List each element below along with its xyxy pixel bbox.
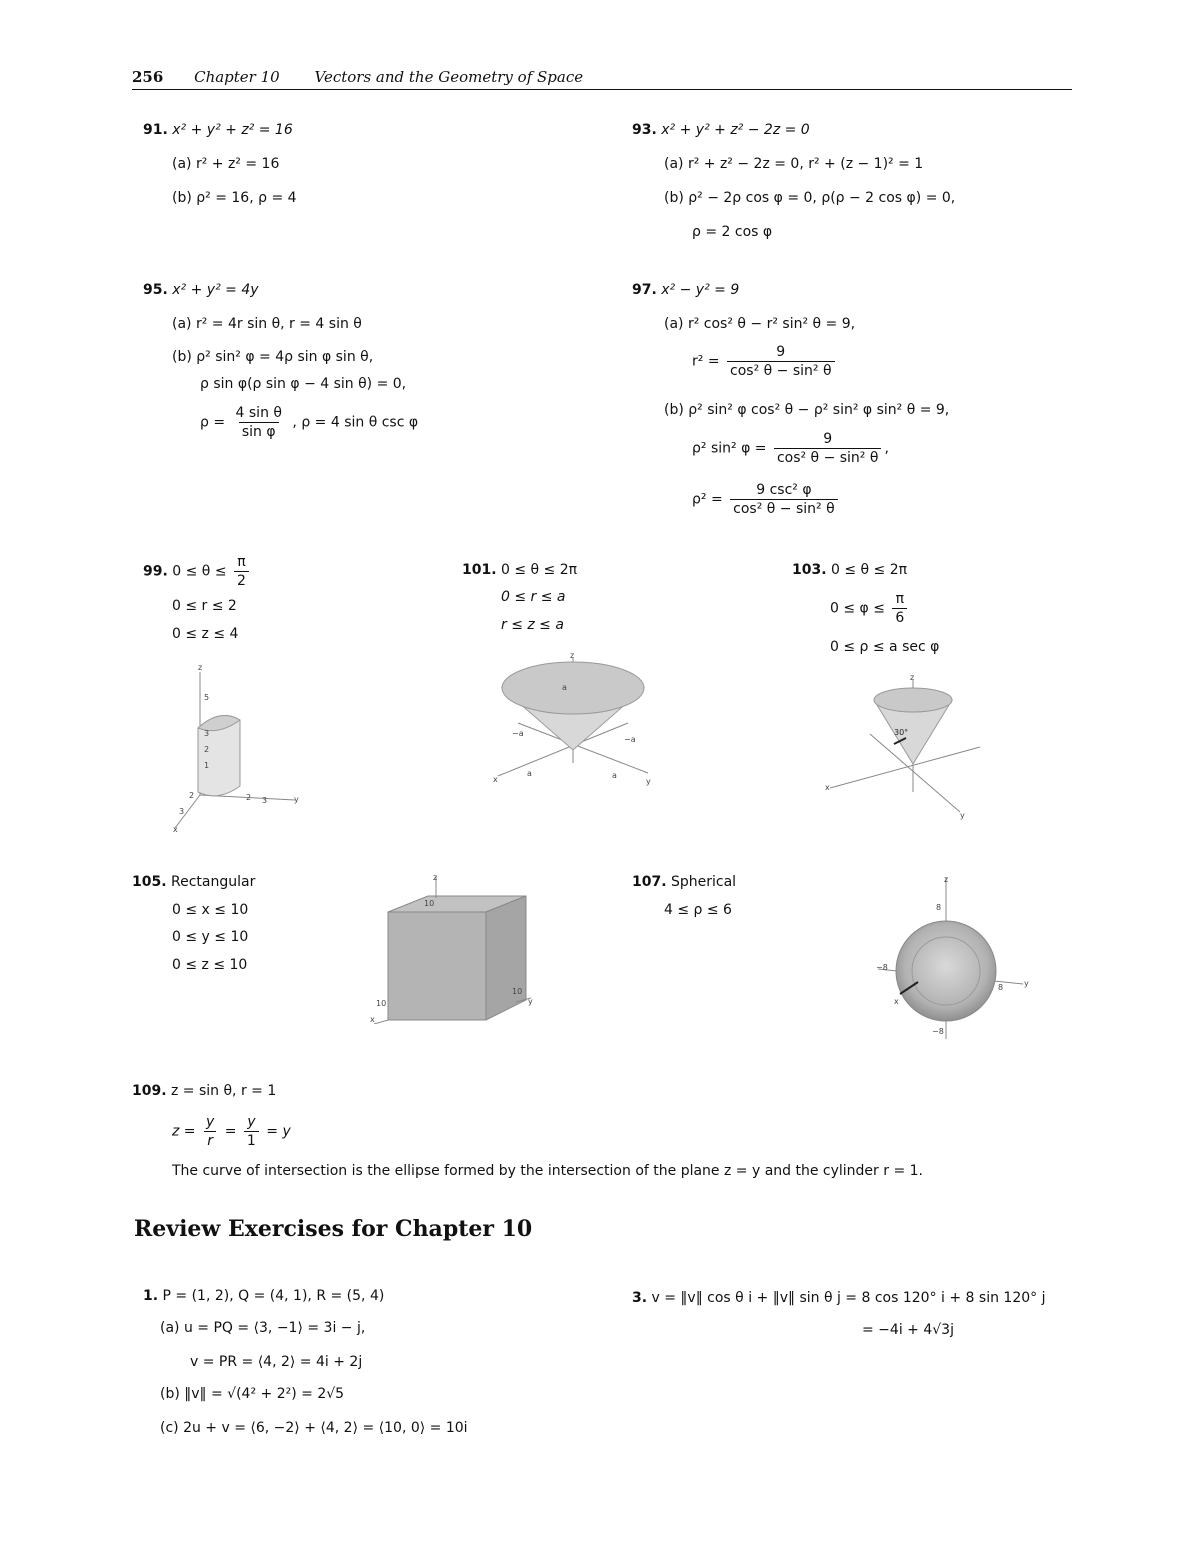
exercise-99 [143, 553, 252, 590]
answer-101-l2: 0 ≤ r ≤ a [501, 589, 566, 605]
fraction [774, 430, 882, 467]
lhs: 0 ≤ θ ≤ [172, 563, 227, 580]
lhs: ρ = [200, 414, 226, 431]
exercise-number: 99. [143, 563, 168, 580]
exercise-number: 93. [632, 122, 657, 138]
tick-10-y: 10 [512, 987, 523, 996]
axis-label-y: y [960, 811, 965, 820]
lhs: 0 ≤ φ ≤ [830, 600, 885, 617]
answer-91b: (b) ρ² = 16, ρ = 4 [172, 190, 297, 206]
tick-1: 1 [204, 761, 210, 770]
denominator: cos² θ − sin² θ [727, 361, 835, 380]
numerator: π [895, 591, 905, 607]
answer-95b-result [200, 404, 418, 441]
answer-99-l3: 0 ≤ z ≤ 4 [172, 626, 239, 642]
x-axis [830, 747, 980, 788]
answer-105-l3: 0 ≤ z ≤ 10 [172, 957, 248, 973]
denominator: 1 [244, 1131, 259, 1150]
review-1a: (a) u = PQ = ⟨3, −1⟩ = 3i − j, [160, 1320, 366, 1336]
answer-91a: (a) r² + z² = 16 [172, 156, 280, 172]
lhs: z = [172, 1123, 196, 1140]
exercise-number: 97. [632, 282, 657, 298]
exercise-103 [792, 562, 907, 578]
fraction-1 [203, 1113, 217, 1150]
numerator: 9 [776, 344, 786, 360]
answer-105-l2: 0 ≤ y ≤ 10 [172, 929, 249, 945]
numerator: y [247, 1114, 256, 1130]
answer-97b: (b) ρ² sin² φ cos² θ − ρ² sin² φ sin² θ = 9, [664, 402, 950, 418]
review-3-cont: = −4i + 4√3j [862, 1322, 954, 1338]
tick-3: 3 [204, 729, 210, 738]
answer-93a: (a) r² + z² − 2z = 0, r² + (z − 1)² = 1 [664, 156, 924, 172]
exercise-number: 91. [143, 122, 168, 138]
answer-105-l1: 0 ≤ x ≤ 10 [172, 902, 249, 918]
exercise-109 [132, 1083, 276, 1099]
fraction [727, 343, 835, 380]
outer-sphere [896, 921, 996, 1021]
exercise-97 [632, 282, 739, 298]
exercise-number: 105. [132, 874, 167, 890]
answer-95b: (b) ρ² sin² φ = 4ρ sin φ sin θ, [172, 349, 374, 365]
chapter-label: Chapter 10 [194, 68, 280, 86]
tick-8-z: 8 [936, 903, 942, 912]
tick-minus-a-left: −a [512, 729, 524, 738]
numerator: π [237, 554, 246, 570]
tick-x2: 2 [189, 791, 195, 800]
exercise-107 [632, 874, 736, 890]
numerator: y [205, 1114, 215, 1130]
x-axis [374, 1020, 388, 1024]
tick-10-x: 10 [376, 999, 387, 1008]
answer-109-l2: z = $\frac{y}{r}$ = $\frac{y}{1}$ = y [172, 1114, 291, 1149]
numerator: 9 csc² φ [756, 482, 812, 498]
answer-95b-cont: ρ sin φ(ρ sin φ − 4 sin θ) = 0, [200, 376, 407, 392]
axis-label-x: x [825, 783, 830, 792]
fraction [234, 553, 249, 590]
exercise-number: 95. [143, 282, 168, 298]
denominator: 2 [234, 571, 249, 590]
fraction [233, 404, 285, 441]
exercise-91 [143, 122, 293, 138]
exercise-number: 1. [143, 1288, 159, 1304]
denominator: sin φ [239, 422, 279, 441]
tick-x3: 3 [179, 807, 185, 816]
tick-a-y: a [612, 771, 617, 780]
equation: x² − y² = 9 [661, 282, 740, 298]
section-heading: Review Exercises for Chapter 10 [134, 1216, 533, 1242]
review-exercise-3 [632, 1290, 1045, 1306]
review-1a-cont: v = PR = ⟨4, 2⟩ = 4i + 2j [190, 1354, 363, 1370]
page-number: 256 [132, 68, 164, 86]
fraction-2 [244, 1113, 259, 1150]
exercise-95 [143, 282, 259, 298]
lhs: ρ² sin² φ = [692, 440, 767, 457]
axis-label-y: y [528, 997, 533, 1006]
figure-105-cube [366, 872, 536, 1024]
l1: P = (1, 2), Q = (4, 1), R = (5, 4) [162, 1288, 385, 1304]
exercise-number: 103. [792, 562, 827, 578]
axis-label-x: x [894, 997, 899, 1006]
tick-minus-a-right: −a [624, 735, 636, 744]
review-1b: (b) ‖v‖ = √(4² + 2²) = 2√5 [160, 1386, 345, 1402]
numerator: 4 sin θ [235, 405, 282, 421]
axis-label-x: x [370, 1015, 375, 1024]
figure-103-cone [820, 672, 990, 822]
tick-2: 2 [204, 745, 210, 754]
answer-97a: (a) r² cos² θ − r² sin² θ = 9, [664, 316, 856, 332]
chapter-title: Vectors and the Geometry of Space [314, 68, 584, 86]
axis-label-z: z [433, 873, 438, 882]
tick-a-x: a [527, 769, 532, 778]
answer-107-l1: 4 ≤ ρ ≤ 6 [664, 902, 732, 918]
cone-top [502, 662, 644, 714]
review-exercise-1 [143, 1288, 384, 1304]
answer-93b: (b) ρ² − 2ρ cos φ = 0, ρ(ρ − 2 cos φ) = 0, [664, 190, 956, 206]
running-header [132, 68, 583, 86]
tick-8-y: 8 [998, 983, 1004, 992]
exercise-number: 101. [462, 562, 497, 578]
fraction [730, 481, 838, 518]
equation: x² + y² + z² − 2z = 0 [661, 122, 810, 138]
tick-y2: 2 [246, 793, 252, 802]
fraction [892, 590, 907, 627]
l1: z = sin θ, r = 1 [171, 1083, 277, 1099]
axis-label-z: z [570, 651, 575, 660]
denominator: cos² θ − sin² θ [730, 499, 838, 518]
answer-97b-result [692, 481, 841, 518]
denominator: 6 [892, 608, 907, 627]
axis-label-y: y [1024, 979, 1029, 988]
answer-97b-step [692, 430, 889, 467]
lhs: r² = [692, 353, 720, 370]
header-rule [132, 89, 1072, 90]
answer-99-l2: 0 ≤ r ≤ 2 [172, 598, 237, 614]
tick-y3: 3 [262, 796, 268, 805]
exercise-number: 109. [132, 1083, 167, 1099]
tick-a: a [562, 683, 567, 692]
axis-label-z: z [198, 663, 203, 672]
figure-99-half-cylinder [160, 660, 320, 835]
label: Rectangular [171, 874, 256, 890]
rhs: , ρ = 4 sin θ csc φ [292, 414, 419, 431]
label: Spherical [671, 874, 737, 890]
exercise-number: 3. [632, 1290, 648, 1306]
axis-label-z: z [944, 875, 949, 884]
answer-103-l3: 0 ≤ ρ ≤ a sec φ [830, 639, 940, 655]
review-1c: (c) 2u + v = ⟨6, −2⟩ + ⟨4, 2⟩ = ⟨10, 0⟩ = 10i [160, 1420, 468, 1436]
exercise-105 [132, 874, 255, 890]
answer-101-l3: r ≤ z ≤ a [501, 617, 564, 633]
equation: x² + y² + z² = 16 [172, 122, 293, 138]
figure-107-spherical-shell [868, 874, 1033, 1042]
axis-label-y: y [294, 795, 299, 804]
tick-minus-8-y: −8 [876, 963, 888, 972]
answer-109-text: The curve of intersection is the ellipse formed by the intersection of the plane z = y and the cylinder r = 1. [172, 1163, 923, 1179]
denominator: cos² θ − sin² θ [774, 448, 882, 467]
answer-95a: (a) r² = 4r sin θ, r = 4 sin θ [172, 316, 362, 332]
cone-top [874, 688, 952, 712]
punct: , [884, 440, 889, 457]
angle-label: 30° [894, 728, 909, 737]
exercise-93 [632, 122, 810, 138]
lhs: ρ² = [692, 491, 723, 508]
axis-label-z: z [910, 673, 915, 682]
answer-93b-cont: ρ = 2 cos φ [692, 224, 773, 240]
axis-label-y: y [646, 777, 651, 786]
denominator: r [204, 1131, 216, 1150]
cube-front [388, 912, 486, 1020]
equation: x² + y² = 4y [172, 282, 259, 298]
rhs: = y [266, 1123, 291, 1140]
l1: v = ‖v‖ cos θ i + ‖v‖ sin θ j = 8 cos 120° i + 8 sin 120° j [651, 1290, 1046, 1306]
exercise-number: 107. [632, 874, 667, 890]
axis-label-x: x [493, 775, 498, 784]
figure-101-cone [488, 648, 658, 788]
tick-10-z: 10 [424, 899, 435, 908]
l1: 0 ≤ θ ≤ 2π [501, 562, 578, 578]
l1: 0 ≤ θ ≤ 2π [831, 562, 908, 578]
answer-103-l2 [830, 590, 910, 627]
exercise-101 [462, 562, 577, 578]
answer-97a-result [692, 343, 838, 380]
numerator: 9 [823, 431, 833, 447]
tick-minus-8-z: −8 [932, 1027, 944, 1036]
axis-label-x: x [173, 825, 178, 834]
tick-5: 5 [204, 693, 210, 702]
